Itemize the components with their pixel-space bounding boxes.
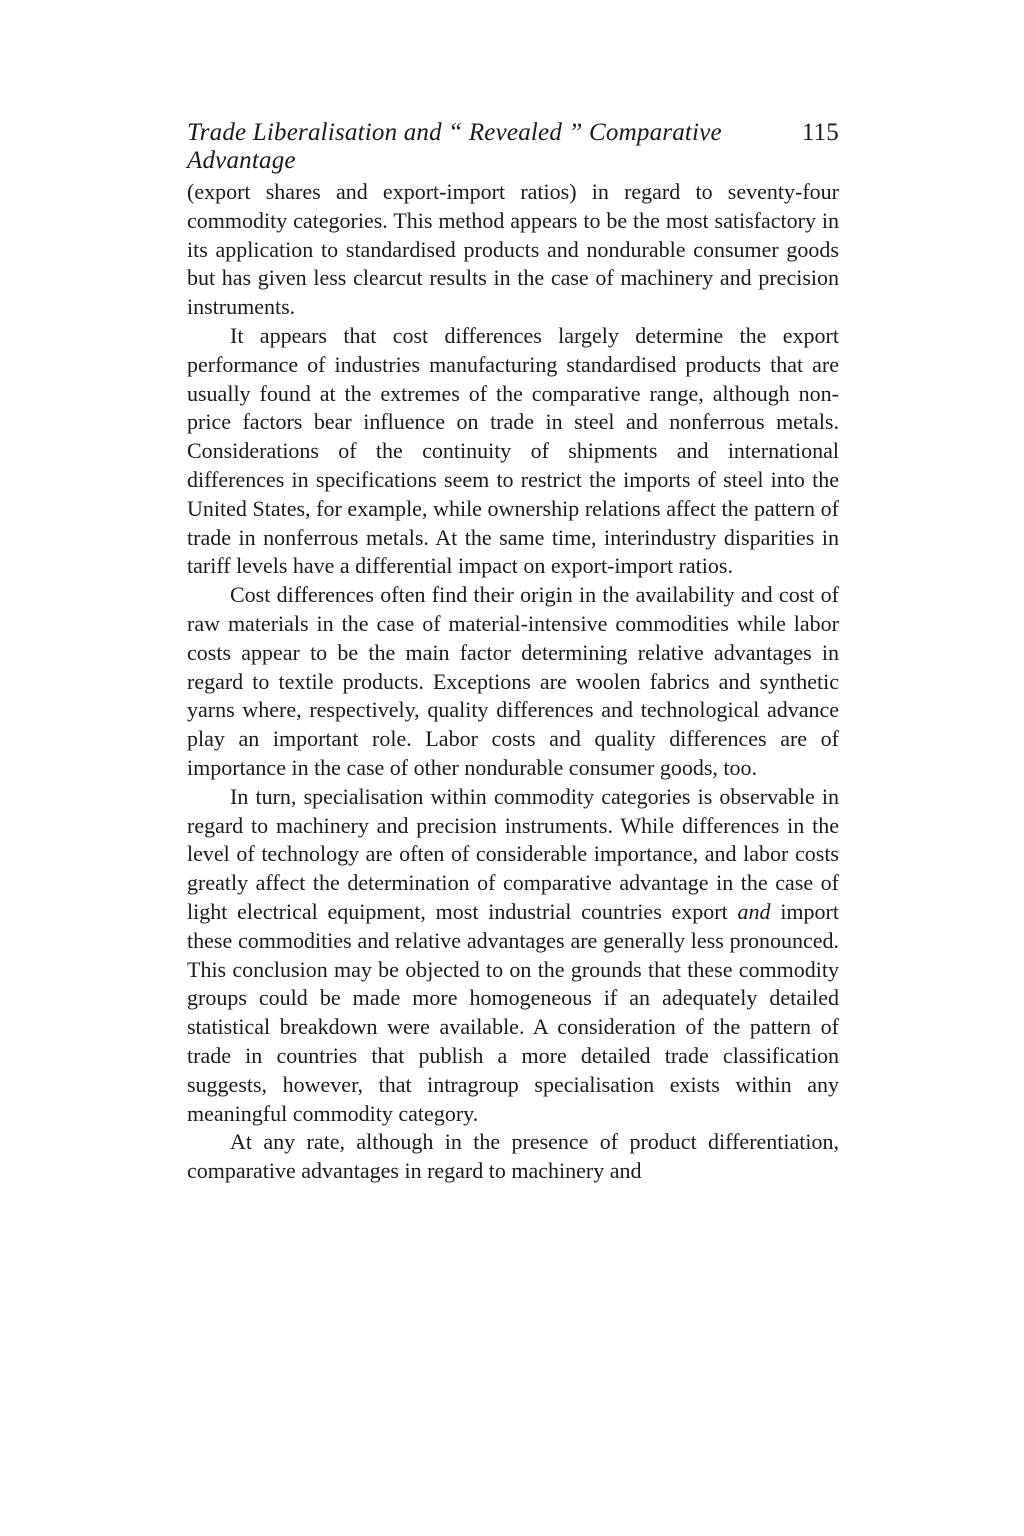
body-text — [187, 178, 839, 1186]
paragraph-cost-differences: It appears that cost differences largely determine the export performance of industries manufacturing standardised products that are usually found at the extremes of the comparative range, although non-price factors bear influence on trade in steel and nonferrous metals. Considerations of the continuity of shipments and international differences in specifications seem to restrict the imports of steel into the United States, for example, while ownership relations affect the pattern of trade in nonferrous metals. At the same time, interindustry disparities in tariff levels have a differential impact on export-import ratios. — [187, 322, 839, 579]
paragraph-at-any-rate: At any rate, although in the presence of product differentiation, comparative advantages in regard to machinery and — [187, 1129, 839, 1184]
paragraph-continued: (export shares and export-import ratios) in regard to seventy-four commodity categories. This method appears to be the most satisfactory in its application to standardised products and nondurable consumer goods but has given less clearcut results in the case of machinery and precision instruments. — [187, 179, 839, 320]
specialisation-text-start: In turn, specialisation within commodity categories is observable in regard to machinery and precision instruments. While differences in the level of technology are often of considerable importance, and labor costs greatly affect the determination of comparative advantage in the case of light electrical equipment, most industrial countries export — [187, 783, 839, 924]
paragraph-raw-materials: Cost differences often find their origin in the availability and cost of raw materials in the case of material-intensive commodities while labor costs appear to be the main factor determining relative advantages in regard to textile products. Exceptions are woolen fabrics and synthetic yarns where, respectively, quality differences and technological advance play an important role. Labor costs and quality differences are of importance in the case of other nondurable consumer goods, too. — [187, 582, 839, 780]
paragraph-specialisation — [187, 783, 839, 1129]
emphasis-and: and — [737, 898, 771, 924]
page-number: 115 — [801, 119, 839, 146]
running-title: Trade Liberalisation and “ Revealed ” Comparative Advantage — [187, 119, 722, 174]
running-head — [187, 119, 839, 174]
specialisation-text-end: import these commodities and relative advantages are generally less pronounced. This conclusion may be objected to on the grounds that these commodity groups could be made more homogeneous if an adequately detailed statistical breakdown were available. A consideration of the pattern of trade in countries that publish a more detailed trade classification suggests, however, that intragroup specialisation exists within any meaningful commodity category. — [187, 898, 839, 1126]
